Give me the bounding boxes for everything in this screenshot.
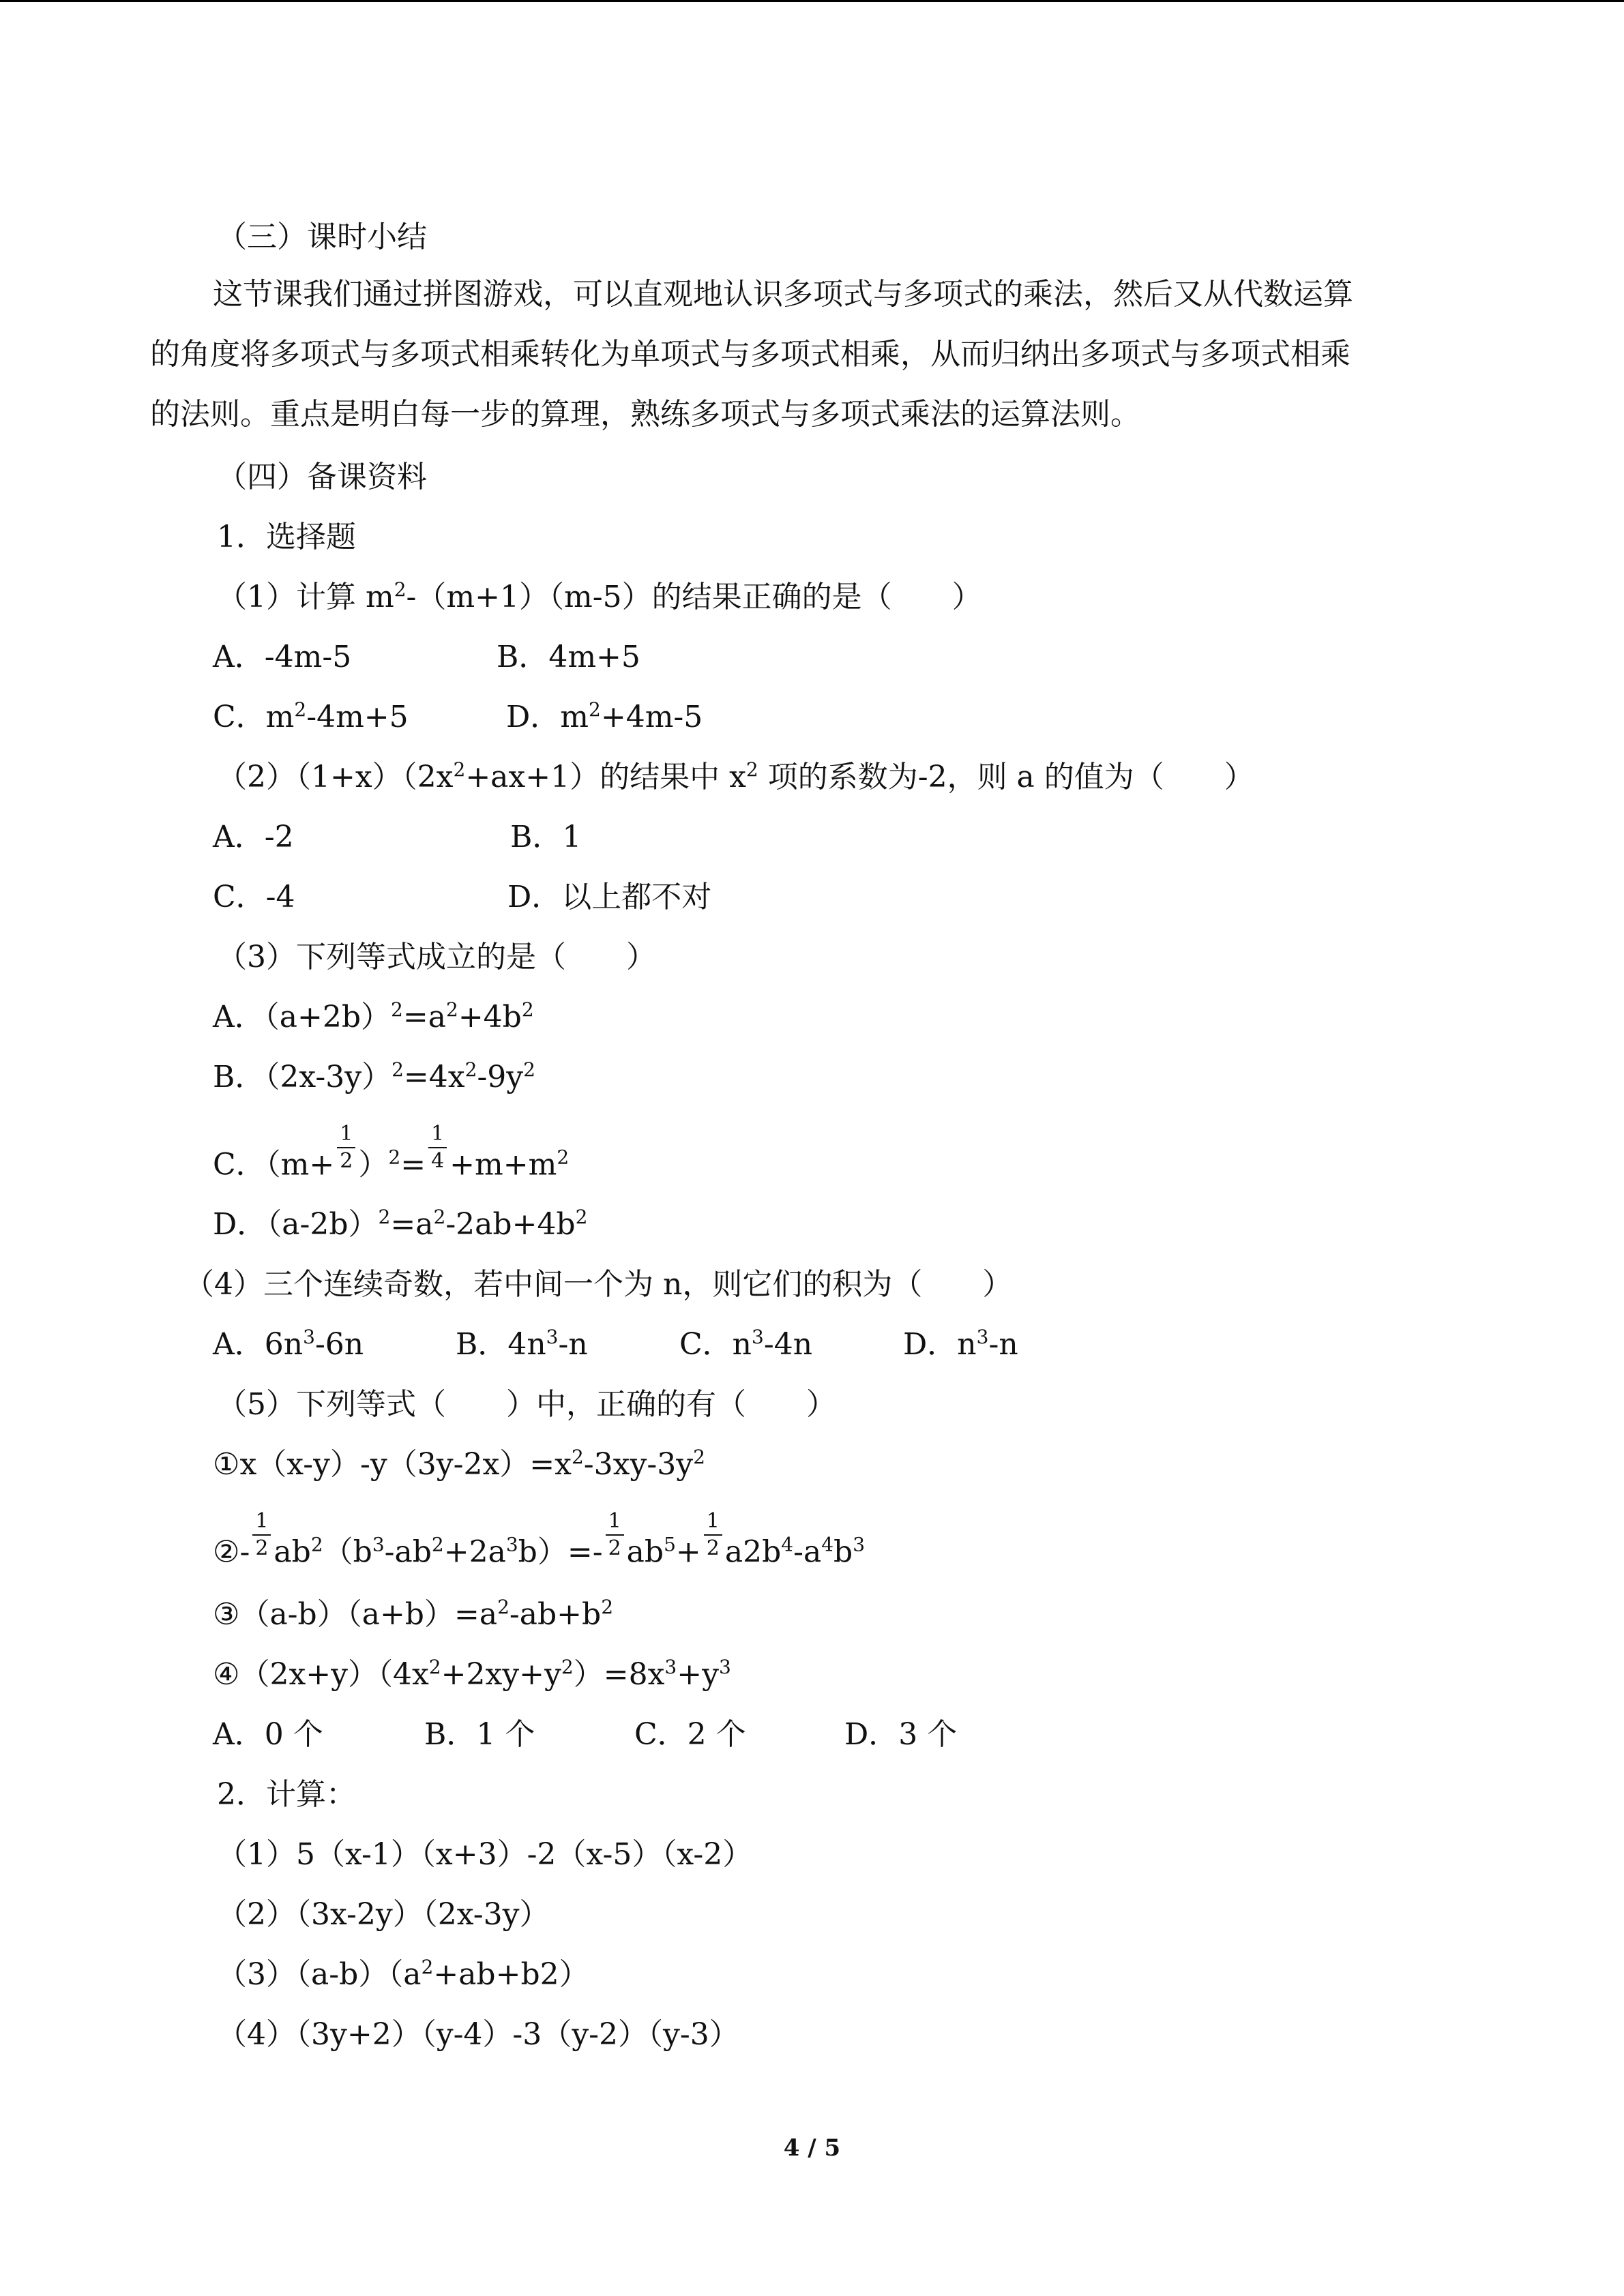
calc-problem-4: （4）（3y+2）（y-4）-3（y-2）（y-3） xyxy=(217,2017,739,2052)
q1-stem: （1）计算 $m^2-(m+1)(m-5)$的结果正确的是（ ） xyxy=(217,578,982,614)
fraction-one-half: $\frac{1}{2}$ xyxy=(252,1508,271,1562)
summary-line-1: 这节课我们通过拼图游戏，可以直观地认识多项式与多项式的乘法，然后又从代数运算 xyxy=(213,277,1353,312)
section2-title: 2．计算： xyxy=(217,1777,356,1812)
q4-option-a: A．$6n^3-6n$ xyxy=(213,1326,364,1362)
q3-stem: （3）下列等式成立的是（ ） xyxy=(217,940,656,974)
q1-option-a: A．-4m-5 xyxy=(213,640,352,674)
q3-option-d: D．$(a-2b)^2=a^2-2ab+4b^2$ xyxy=(213,1206,588,1242)
calc-problem-1: （1）5（x-1）（x+3）-2（x-5）（x-2） xyxy=(217,1837,753,1872)
q2-option-c: C．-4 xyxy=(213,880,295,914)
q5-option-d: D．3 个 xyxy=(844,1717,958,1752)
q4-option-b: B．$4n^3-n$ xyxy=(456,1326,588,1362)
q1-option-c: C．$m^2-4m+5$ xyxy=(213,698,409,734)
q2-option-d: D．以上都不对 xyxy=(507,880,712,914)
summary-line-3: 的法则。重点是明白每一步的算理，熟练多项式与多项式乘法的运算法则。 xyxy=(150,397,1140,432)
q5-option-c: C．2 个 xyxy=(634,1717,746,1752)
q5-equation-2: ②- $\frac{1}{2}$ $ab^2(b^3-ab^2+2a^3b)=-$ $\frac{1}{2}$ $ab^5+$ $\frac{1}{2}$ $a2b^4-a^4b^3$ xyxy=(213,1509,866,1570)
fraction-one-quarter: $\frac{1}{4}$ xyxy=(428,1121,447,1174)
summary-line-2: 的角度将多项式与多项式相乘转化为单项式与多项式相乘，从而归纳出多项式与多项式相乘 xyxy=(150,337,1350,372)
calc-problem-3: $(3)(a-b)(a^2+ab+b2)$ xyxy=(217,1956,589,1992)
q5-equation-4: $④(2x+y)(4x^2+2xy+y^2)=8x^3+y^3$ xyxy=(213,1656,731,1692)
q4-option-d: D．$n^3-n$ xyxy=(903,1326,1018,1362)
q5-option-b: B．1 个 xyxy=(424,1717,535,1752)
q1-option-d: D．$m^2+4m-5$ xyxy=(506,698,703,734)
q2-option-b: B．1 xyxy=(510,820,582,854)
q4-stem: （4）三个连续奇数，若中间一个为 n，则它们的积为（ ） xyxy=(184,1267,1013,1302)
calc-problem-2: （2）（3x-2y）（2x-3y） xyxy=(217,1897,550,1932)
q5-stem: （5）下列等式（ ）中，正确的有（ ） xyxy=(217,1387,836,1422)
q4-option-c: C．$n^3-4n$ xyxy=(679,1326,813,1362)
q5-option-a: A．0 个 xyxy=(213,1717,323,1752)
q1-option-b: B．4m+5 xyxy=(497,640,640,674)
fraction-one-half: $\frac{1}{2}$ xyxy=(606,1508,624,1562)
q2-stem: $(2)(1+x)(2x^2+ax+1)$的结果中 $x^2$ 项的系数为-2，则 a 的值为（ ） xyxy=(217,758,1254,794)
q2-option-a: A．-2 xyxy=(213,820,294,854)
q3-option-b: B．$(2x-3y)^2=4x^2-9y^2$ xyxy=(213,1058,535,1094)
fraction-one-half: $\frac{1}{2}$ xyxy=(337,1121,355,1174)
q5-equation-1: $①x(x-y)-y(3y-2x)=x^2-3xy-3y^2$ xyxy=(213,1446,705,1482)
materials-heading: （四）备课资料 xyxy=(217,460,427,494)
summary-paragraph xyxy=(150,265,1463,445)
fraction-one-half: $\frac{1}{2}$ xyxy=(704,1508,722,1562)
q3-option-a: A．$(a+2b)^2=a^2+4b^2$ xyxy=(213,998,534,1034)
q5-equation-3: $③(a-b)(a+b)=a^2-ab+b^2$ xyxy=(213,1596,614,1632)
section1-title: 1．选择题 xyxy=(217,520,356,554)
page-number: 4 / 5 xyxy=(783,2134,841,2162)
q3-option-c: C．（m+ $\frac{1}{2}$ ）$^2$= $\frac{1}{4}$ $+m+m^2$ xyxy=(213,1122,570,1182)
summary-heading: （三）课时小结 xyxy=(217,220,427,254)
